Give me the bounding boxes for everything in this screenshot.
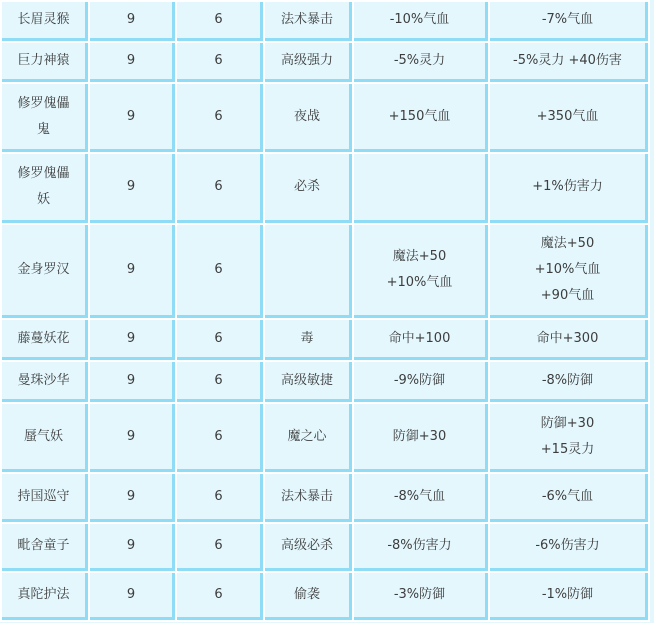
skill-cell: 高级敏捷 [265, 362, 352, 402]
value1-cell: 9 [90, 474, 175, 522]
table-row [2, 320, 648, 360]
table-row [2, 404, 648, 472]
value1-cell: 9 [90, 225, 175, 318]
effect-line: -8%防御 [541, 372, 594, 388]
effect1-cell [354, 404, 488, 472]
effect1-cell [354, 225, 488, 318]
table-row [2, 474, 648, 522]
table-row [2, 524, 648, 571]
skill-cell: 夜战 [265, 84, 352, 152]
effect-line: -5%灵力 +40伤害 [513, 53, 622, 68]
effect-line: 防御+30 [540, 415, 595, 431]
value2-cell: 6 [177, 2, 263, 41]
effect-line: -1%防御 [541, 587, 594, 602]
effect-line: +1%伤害力 [532, 179, 603, 194]
skill-cell: 偷袭 [265, 573, 352, 620]
table-body [2, 2, 648, 620]
effect-line: 防御+30 [392, 428, 447, 444]
effect1-cell [354, 43, 488, 82]
pet-name-cell: 修罗傀儡妖 [2, 154, 88, 223]
effect2-cell [490, 474, 648, 522]
effect-line: 命中+100 [388, 330, 451, 346]
pet-name-cell: 蜃气妖 [2, 404, 88, 472]
skill-cell: 高级必杀 [265, 524, 352, 571]
table-row [2, 84, 648, 152]
effect-line: -7%气血 [541, 12, 594, 27]
effect-line: -9%防御 [393, 372, 446, 388]
pet-name-cell: 曼珠沙华 [2, 362, 88, 402]
effect2-cell [490, 84, 648, 152]
effect-line: +350气血 [536, 108, 599, 124]
value1-cell: 9 [90, 404, 175, 472]
table-row [2, 573, 648, 620]
effect-line: 魔法+50 [540, 236, 595, 251]
effect2-cell [490, 524, 648, 571]
value1-cell: 9 [90, 84, 175, 152]
value1-cell: 9 [90, 154, 175, 223]
pet-name-cell: 真陀护法 [2, 573, 88, 620]
effect-line: +10%气血 [534, 262, 601, 277]
skill-cell: 魔之心 [265, 404, 352, 472]
effect1-cell [354, 362, 488, 402]
pet-name-cell: 持国巡守 [2, 474, 88, 522]
effect-line: +90气血 [540, 288, 595, 303]
value2-cell: 6 [177, 225, 263, 318]
effect-line: -5%灵力 [393, 53, 446, 68]
value2-cell: 6 [177, 43, 263, 82]
effect-line: -8%伤害力 [387, 538, 452, 553]
value1-cell: 9 [90, 362, 175, 402]
effect1-cell [354, 2, 488, 41]
value1-cell: 9 [90, 320, 175, 360]
effect1-cell [354, 320, 488, 360]
effect-line: 命中+300 [536, 330, 599, 346]
value2-cell: 6 [177, 84, 263, 152]
effect-line: -3%防御 [393, 587, 446, 602]
effect-line: +150气血 [388, 108, 451, 124]
effect2-cell [490, 320, 648, 360]
value1-cell: 9 [90, 573, 175, 620]
pet-name-cell: 金身罗汉 [2, 225, 88, 318]
skill-cell: 必杀 [265, 154, 352, 223]
value2-cell: 6 [177, 404, 263, 472]
skill-cell: 毒 [265, 320, 352, 360]
skill-cell [265, 225, 352, 318]
effect1-cell [354, 154, 488, 223]
value2-cell: 6 [177, 524, 263, 571]
pet-name-cell: 巨力神猿 [2, 43, 88, 82]
skill-cell: 法术暴击 [265, 474, 352, 522]
effect2-cell [490, 573, 648, 620]
effect2-cell [490, 404, 648, 472]
value2-cell: 6 [177, 320, 263, 360]
effect-line: -10%气血 [389, 12, 450, 27]
table-row [2, 154, 648, 223]
effect-line: -8%气血 [393, 488, 446, 504]
effect-line: 魔法+50 [392, 249, 447, 264]
effect-line: -6%气血 [541, 488, 594, 504]
effect2-cell [490, 225, 648, 318]
skill-cell: 高级强力 [265, 43, 352, 82]
pet-name-cell: 毗舍童子 [2, 524, 88, 571]
effect1-cell [354, 524, 488, 571]
table-row [2, 2, 648, 41]
value2-cell: 6 [177, 362, 263, 402]
pet-name-cell: 藤蔓妖花 [2, 320, 88, 360]
effect2-cell [490, 2, 648, 41]
pet-name-cell: 修罗傀儡鬼 [2, 84, 88, 152]
value1-cell: 9 [90, 524, 175, 571]
effect1-cell [354, 474, 488, 522]
table-row [2, 43, 648, 82]
skill-cell: 法术暴击 [265, 2, 352, 41]
table-row [2, 225, 648, 318]
value2-cell: 6 [177, 474, 263, 522]
effect-line: -6%伤害力 [535, 538, 600, 553]
effect-line: +10%气血 [386, 275, 453, 290]
value2-cell: 6 [177, 573, 263, 620]
value1-cell: 9 [90, 43, 175, 82]
effect2-cell [490, 43, 648, 82]
value2-cell: 6 [177, 154, 263, 223]
pet-name-cell: 长眉灵猴 [2, 2, 88, 41]
table-row [2, 362, 648, 402]
effect1-cell [354, 573, 488, 620]
effect2-cell [490, 154, 648, 223]
effect1-cell [354, 84, 488, 152]
value1-cell: 9 [90, 2, 175, 41]
effect-line: +15灵力 [540, 441, 595, 457]
effect2-cell [490, 362, 648, 402]
